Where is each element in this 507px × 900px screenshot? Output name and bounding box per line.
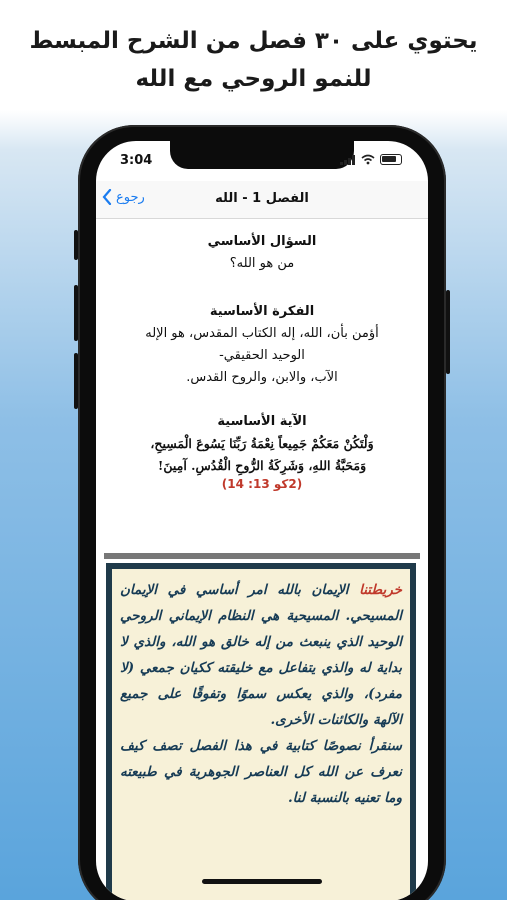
question-text: من هو الله؟ bbox=[229, 256, 295, 271]
chapter-content bbox=[96, 221, 428, 491]
chevron-left-icon bbox=[102, 189, 112, 205]
map-paragraph-1-text: الإيمان بالله امر أساسي في الإيمان المسيحي. المسيحية هي النظام الإيماني الروحي الوحيد الذي ينبعث من إله خالق هو الله، والذي لا بداية له والذي يتفاعل مع خليقته ككيان جمعي (لا مفرد)، والذي يعكس سموًا وتفوقًا على جميع الآلهة والكائنات الأخرى. bbox=[120, 582, 402, 728]
notch bbox=[170, 141, 354, 169]
cellular-signal-icon bbox=[340, 155, 356, 165]
home-indicator[interactable] bbox=[202, 879, 322, 884]
back-button[interactable] bbox=[102, 189, 145, 205]
wifi-icon bbox=[361, 154, 375, 165]
navigation-bar bbox=[96, 181, 428, 219]
idea-line-1: أؤمن بأن، الله، إله الكتاب المقدس، هو الإله bbox=[145, 326, 379, 341]
verse-line-1: وَلْتَكُنْ مَعَكُمْ جَمِيعاً نِعْمَةُ رَبِّنَا يَسُوعَ الْمَسِيحِ، bbox=[150, 436, 374, 451]
phone-frame bbox=[78, 125, 446, 900]
status-icons bbox=[340, 154, 402, 165]
question-section bbox=[96, 231, 428, 275]
verse-title: الآية الأساسية bbox=[217, 414, 307, 429]
status-time: 3:04 bbox=[120, 153, 153, 168]
headline-line-2: للنمو الروحي مع الله bbox=[135, 66, 372, 92]
idea-line-3: الآب، والابن، والروح القدس. bbox=[186, 370, 338, 385]
section-divider bbox=[104, 553, 420, 559]
map-paragraph-1 bbox=[120, 577, 402, 733]
power-button bbox=[446, 290, 450, 374]
verse-section bbox=[96, 411, 428, 491]
promo-headline bbox=[0, 22, 507, 98]
verse-reference: (2كو 13: 14) bbox=[221, 477, 303, 491]
verse-line-2: وَمَحَبَّةُ اللهِ، وَشَرِكَةُ الرُّوحِ الْقُدُسِ. آمِينَ! bbox=[157, 458, 367, 473]
map-text-box bbox=[106, 563, 416, 900]
map-paragraph-2: سنقرأ نصوصًا كتابية في هذا الفصل تصف كيف نعرف عن الله كل العناصر الجوهرية في طبيعته وما تعنيه بالنسبة لنا. bbox=[120, 738, 402, 806]
mute-switch bbox=[74, 230, 78, 260]
idea-title: الفكرة الأساسية bbox=[209, 304, 315, 319]
volume-down-button bbox=[74, 353, 78, 409]
question-title: السؤال الأساسي bbox=[207, 234, 317, 249]
idea-section bbox=[96, 301, 428, 389]
volume-up-button bbox=[74, 285, 78, 341]
battery-icon bbox=[380, 154, 402, 165]
back-label: رجوع bbox=[116, 189, 145, 205]
idea-line-2: الوحيد الحقيقي- bbox=[219, 348, 305, 363]
map-label: خريطتنا bbox=[359, 582, 402, 598]
headline-line-1: يحتوي على ٣٠ فصل من الشرح المبسط bbox=[29, 28, 478, 54]
phone-screen bbox=[96, 141, 428, 900]
nav-title: الفصل 1 - الله bbox=[215, 191, 309, 206]
